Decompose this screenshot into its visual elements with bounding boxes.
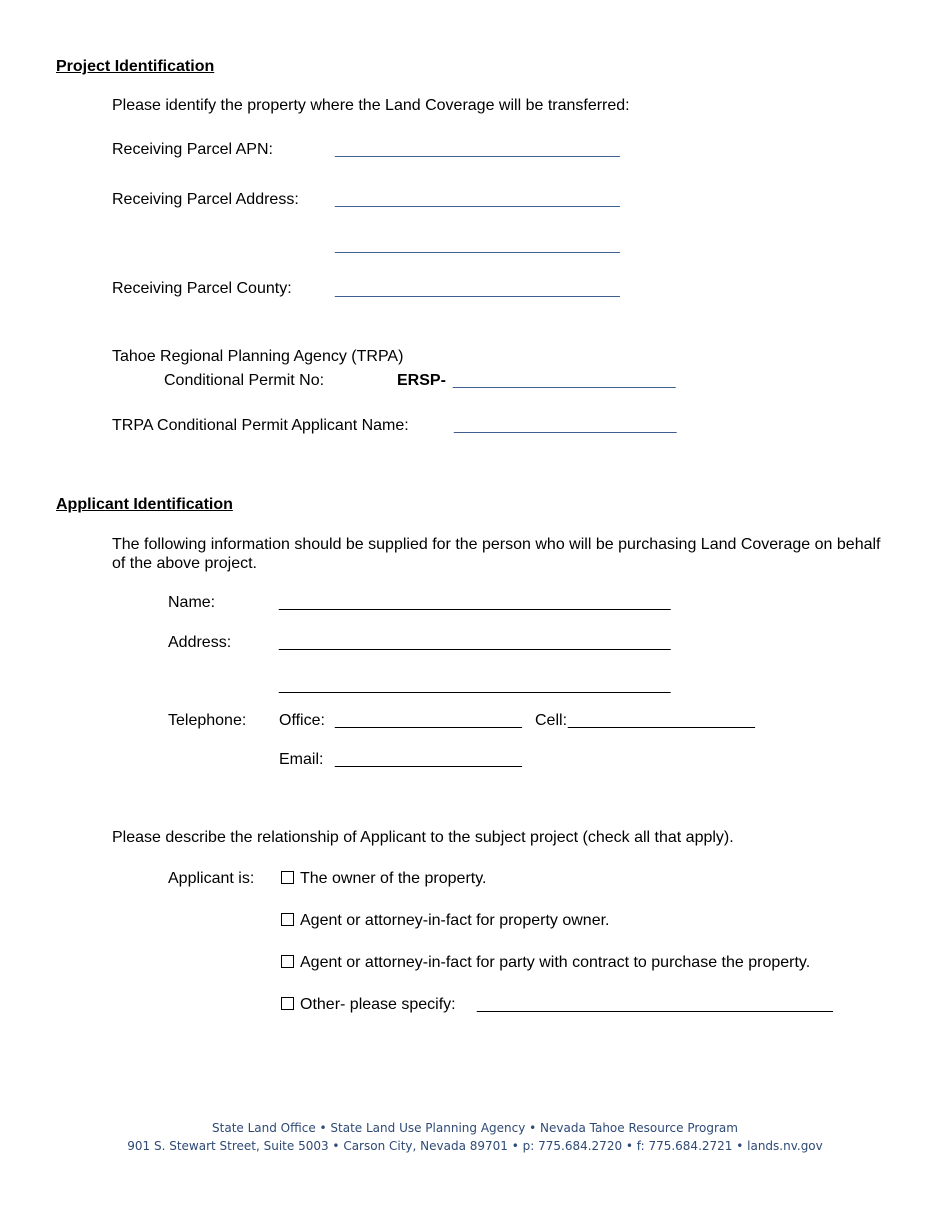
office-label: Office: <box>279 712 325 729</box>
applicant-address-field-2[interactable]: ____________________________________________ <box>279 677 671 694</box>
email-field[interactable]: _____________________ <box>335 751 522 768</box>
receiving-parcel-address-field-2[interactable]: ________________________________ <box>335 237 620 254</box>
ersp-prefix: ERSP- <box>397 372 446 389</box>
option-agent-purchaser[interactable] <box>281 953 810 972</box>
receiving-parcel-county-field[interactable]: ________________________________ <box>335 281 620 298</box>
option-other-label: Other- please specify: <box>300 996 456 1013</box>
telephone-label: Telephone: <box>168 712 247 729</box>
checkbox-icon[interactable] <box>281 997 294 1010</box>
applicant-intro: The following information should be supplied for the person who will be purchasing Land Coverage on behalf of the above project. <box>112 536 881 572</box>
receiving-parcel-apn-field[interactable]: ________________________________ <box>335 141 620 158</box>
option-agent-owner-label: Agent or attorney-in-fact for property owner. <box>300 912 610 929</box>
email-label: Email: <box>279 751 324 768</box>
other-specify-field[interactable]: ________________________________________ <box>477 996 833 1013</box>
applicant-identification-heading: Applicant Identification <box>56 496 233 513</box>
cell-phone-field[interactable]: _____________________ <box>568 712 755 729</box>
trpa-agency-label: Tahoe Regional Planning Agency (TRPA) <box>112 348 404 365</box>
cell-label: Cell: <box>535 712 568 729</box>
receiving-parcel-address-field-1[interactable]: ________________________________ <box>335 191 620 208</box>
footer-contact: 901 S. Stewart Street, Suite 5003 • Carson City, Nevada 89701 • p: 775.684.2720 • f: 775.684.2721 • lands.nv.gov <box>127 1139 823 1153</box>
project-intro: Please identify the property where the Land Coverage will be transferred: <box>112 97 630 114</box>
relationship-intro: Please describe the relationship of Applicant to the subject project (check all that apply). <box>112 829 734 846</box>
trpa-applicant-name-field[interactable]: _________________________ <box>454 417 677 434</box>
checkbox-icon[interactable] <box>281 913 294 926</box>
option-agent-purchaser-label: Agent or attorney-in-fact for party with contract to purchase the property. <box>300 954 811 971</box>
option-owner-label: The owner of the property. <box>300 870 487 887</box>
applicant-address-label: Address: <box>168 634 232 651</box>
option-other[interactable] <box>281 995 456 1014</box>
project-identification-heading: Project Identification <box>56 58 215 75</box>
option-owner[interactable] <box>281 869 486 888</box>
receiving-parcel-address-label: Receiving Parcel Address: <box>112 191 299 208</box>
conditional-permit-no-label: Conditional Permit No: <box>164 372 325 389</box>
applicant-is-label: Applicant is: <box>168 870 255 887</box>
checkbox-icon[interactable] <box>281 871 294 884</box>
applicant-address-field-1[interactable]: ____________________________________________ <box>279 634 671 651</box>
trpa-applicant-name-label: TRPA Conditional Permit Applicant Name: <box>112 417 409 434</box>
receiving-parcel-county-label: Receiving Parcel County: <box>112 280 292 297</box>
footer-agencies: State Land Office • State Land Use Planning Agency • Nevada Tahoe Resource Program <box>212 1121 738 1135</box>
office-phone-field[interactable]: _____________________ <box>335 712 522 729</box>
checkbox-icon[interactable] <box>281 955 294 968</box>
option-agent-owner[interactable] <box>281 911 609 930</box>
applicant-name-label: Name: <box>168 594 216 611</box>
conditional-permit-no-field[interactable]: _________________________ <box>453 372 676 389</box>
receiving-parcel-apn-label: Receiving Parcel APN: <box>112 141 273 158</box>
applicant-name-field[interactable]: ____________________________________________ <box>279 594 671 611</box>
